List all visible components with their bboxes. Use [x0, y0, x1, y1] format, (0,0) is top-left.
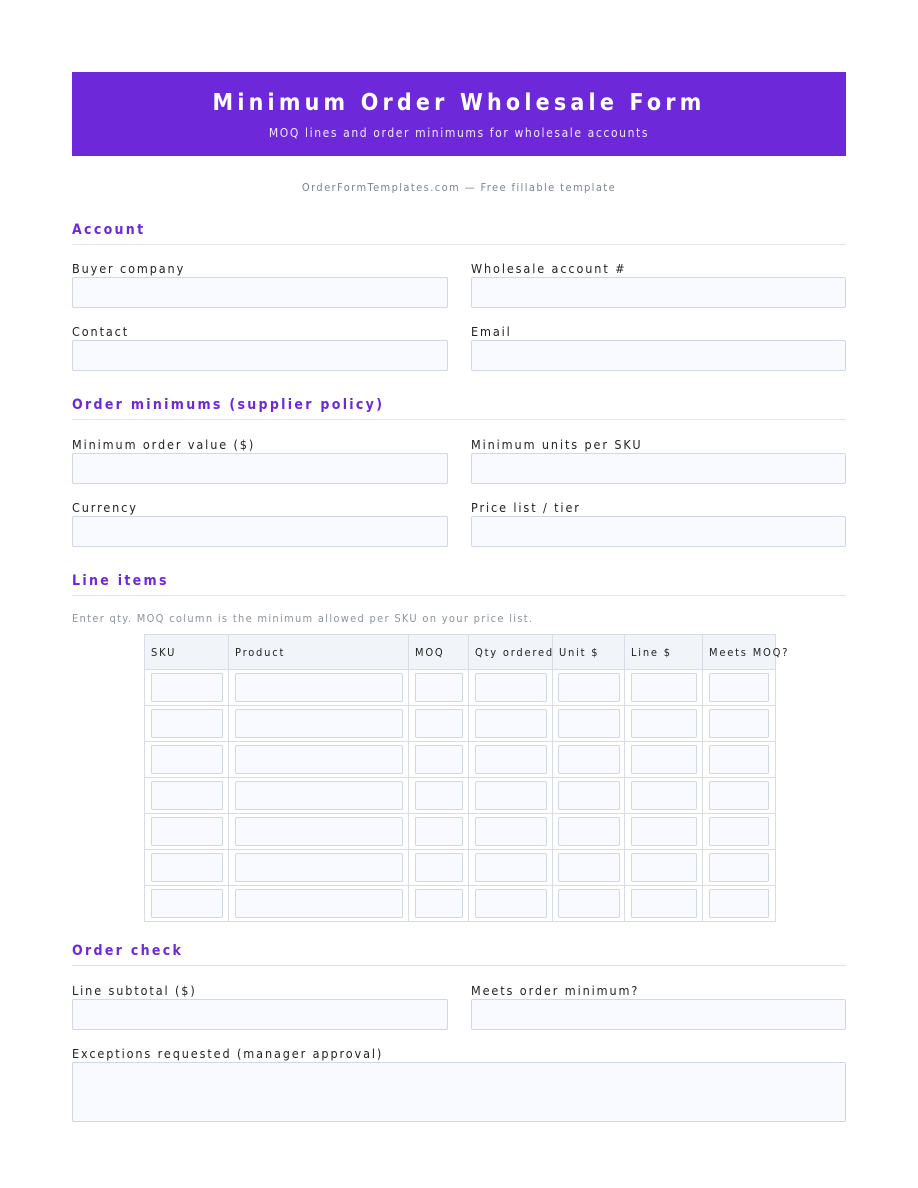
line-items-note: Enter qty. MOQ column is the minimum allowed per SKU on your price list. [72, 612, 534, 625]
table-cell-meets-moq [703, 706, 776, 742]
section-title-order-check: Order check [72, 943, 184, 959]
table-cell-qty-ordered [469, 742, 553, 778]
table-cell-product [229, 850, 409, 886]
exceptions-requested-textarea[interactable] [72, 1062, 846, 1122]
table-cell-moq [409, 706, 469, 742]
table-cell-qty-ordered [469, 886, 553, 922]
column-header-sku: SKU [145, 635, 229, 670]
section-divider [72, 244, 846, 245]
moq-input[interactable] [415, 673, 463, 702]
table-cell-product [229, 778, 409, 814]
currency-label: Currency [72, 500, 138, 515]
line-total-input[interactable] [631, 673, 697, 702]
unit-price-input[interactable] [558, 709, 620, 738]
qty-ordered-input[interactable] [475, 817, 547, 846]
table-row [145, 814, 776, 850]
meets-moq-input[interactable] [709, 745, 769, 774]
sku-input[interactable] [151, 781, 223, 810]
table-cell-sku [145, 778, 229, 814]
table-cell-moq [409, 778, 469, 814]
table-cell-product [229, 742, 409, 778]
table-cell-unit-price [553, 742, 625, 778]
table-cell-unit-price [553, 670, 625, 706]
unit-price-input[interactable] [558, 673, 620, 702]
column-header-meets-moq: Meets MOQ? [703, 635, 776, 670]
product-input[interactable] [235, 745, 403, 774]
min-units-per-sku-input[interactable] [471, 453, 846, 484]
table-cell-meets-moq [703, 886, 776, 922]
table-row [145, 886, 776, 922]
wholesale-account-label: Wholesale account # [471, 261, 627, 276]
table-cell-moq [409, 814, 469, 850]
table-row [145, 742, 776, 778]
section-divider [72, 595, 846, 596]
section-title-account: Account [72, 222, 146, 238]
line-total-input[interactable] [631, 817, 697, 846]
sku-input[interactable] [151, 673, 223, 702]
moq-input[interactable] [415, 745, 463, 774]
section-divider [72, 419, 846, 420]
table-row [145, 670, 776, 706]
table-cell-line-total [625, 670, 703, 706]
meets-moq-input[interactable] [709, 673, 769, 702]
line-total-input[interactable] [631, 889, 697, 918]
table-row [145, 706, 776, 742]
line-items-table [144, 634, 790, 922]
line-subtotal-input[interactable] [72, 999, 448, 1030]
qty-ordered-input[interactable] [475, 709, 547, 738]
column-header-unit-price: Unit $ [553, 635, 625, 670]
table-cell-unit-price [553, 778, 625, 814]
meets-moq-input[interactable] [709, 889, 769, 918]
unit-price-input[interactable] [558, 745, 620, 774]
qty-ordered-input[interactable] [475, 781, 547, 810]
moq-input[interactable] [415, 853, 463, 882]
line-total-input[interactable] [631, 709, 697, 738]
table-cell-qty-ordered [469, 670, 553, 706]
table-cell-moq [409, 742, 469, 778]
table-cell-meets-moq [703, 670, 776, 706]
table-cell-unit-price [553, 814, 625, 850]
price-list-tier-label: Price list / tier [471, 500, 581, 515]
table-cell-meets-moq [703, 814, 776, 850]
qty-ordered-input[interactable] [475, 853, 547, 882]
qty-ordered-input[interactable] [475, 889, 547, 918]
min-units-per-sku-label: Minimum units per SKU [471, 437, 643, 452]
section-divider [72, 965, 846, 966]
table-header-row [145, 635, 776, 670]
table-cell-unit-price [553, 886, 625, 922]
product-input[interactable] [235, 673, 403, 702]
table-cell-unit-price [553, 850, 625, 886]
wholesale-account-input[interactable] [471, 277, 846, 308]
table-cell-qty-ordered [469, 850, 553, 886]
min-order-value-input[interactable] [72, 453, 448, 484]
table-cell-line-total [625, 850, 703, 886]
table-cell-meets-moq [703, 742, 776, 778]
line-total-input[interactable] [631, 781, 697, 810]
table-cell-sku [145, 886, 229, 922]
table-row [145, 850, 776, 886]
line-total-input[interactable] [631, 853, 697, 882]
table-cell-meets-moq [703, 778, 776, 814]
line-total-input[interactable] [631, 745, 697, 774]
unit-price-input[interactable] [558, 889, 620, 918]
table-cell-meets-moq [703, 850, 776, 886]
table-cell-product [229, 706, 409, 742]
table-cell-product [229, 886, 409, 922]
column-header-qty-ordered: Qty ordered [469, 635, 553, 670]
buyer-company-label: Buyer company [72, 261, 186, 276]
table-cell-moq [409, 670, 469, 706]
table-cell-product [229, 670, 409, 706]
product-input[interactable] [235, 889, 403, 918]
table-cell-line-total [625, 706, 703, 742]
sku-input[interactable] [151, 745, 223, 774]
moq-input[interactable] [415, 709, 463, 738]
header-banner [72, 72, 846, 156]
buyer-company-input[interactable] [72, 277, 448, 308]
product-input[interactable] [235, 709, 403, 738]
exceptions-requested-label: Exceptions requested (manager approval) [72, 1046, 384, 1061]
unit-price-input[interactable] [558, 817, 620, 846]
meets-moq-input[interactable] [709, 781, 769, 810]
contact-input[interactable] [72, 340, 448, 371]
table-cell-line-total [625, 778, 703, 814]
product-input[interactable] [235, 853, 403, 882]
table-cell-line-total [625, 886, 703, 922]
table-cell-qty-ordered [469, 814, 553, 850]
column-header-line-total: Line $ [625, 635, 703, 670]
table-cell-moq [409, 886, 469, 922]
meets-order-minimum-input[interactable] [471, 999, 846, 1030]
section-title-line-items: Line items [72, 573, 169, 589]
table-cell-qty-ordered [469, 706, 553, 742]
sku-input[interactable] [151, 709, 223, 738]
meets-order-minimum-label: Meets order minimum? [471, 983, 640, 998]
form-title: Minimum Order Wholesale Form [212, 90, 706, 116]
source-line: OrderFormTemplates.com — Free fillable template [301, 181, 617, 194]
moq-input[interactable] [415, 781, 463, 810]
table-row [145, 778, 776, 814]
currency-input[interactable] [72, 516, 448, 547]
table-cell-line-total [625, 814, 703, 850]
column-header-moq: MOQ [409, 635, 469, 670]
table-cell-sku [145, 742, 229, 778]
table-cell-sku [145, 814, 229, 850]
product-input[interactable] [235, 781, 403, 810]
table-cell-sku [145, 706, 229, 742]
form-subtitle: MOQ lines and order minimums for wholesale accounts [268, 126, 650, 140]
table-cell-qty-ordered [469, 778, 553, 814]
moq-input[interactable] [415, 889, 463, 918]
table-cell-line-total [625, 742, 703, 778]
email-label: Email [471, 324, 512, 339]
moq-input[interactable] [415, 817, 463, 846]
email-input[interactable] [471, 340, 846, 371]
qty-ordered-input[interactable] [475, 673, 547, 702]
unit-price-input[interactable] [558, 781, 620, 810]
table-cell-unit-price [553, 706, 625, 742]
table-cell-sku [145, 850, 229, 886]
table-cell-product [229, 814, 409, 850]
meets-moq-input[interactable] [709, 817, 769, 846]
column-header-product: Product [229, 635, 409, 670]
unit-price-input[interactable] [558, 853, 620, 882]
qty-ordered-input[interactable] [475, 745, 547, 774]
section-title-order-minimums: Order minimums (supplier policy) [72, 397, 385, 413]
sku-input[interactable] [151, 853, 223, 882]
product-input[interactable] [235, 817, 403, 846]
meets-moq-input[interactable] [709, 853, 769, 882]
line-items-body [145, 670, 776, 922]
table-cell-moq [409, 850, 469, 886]
table-cell-sku [145, 670, 229, 706]
sku-input[interactable] [151, 817, 223, 846]
line-subtotal-label: Line subtotal ($) [72, 983, 197, 998]
contact-label: Contact [72, 324, 130, 339]
min-order-value-label: Minimum order value ($) [72, 437, 256, 452]
meets-moq-input[interactable] [709, 709, 769, 738]
price-list-tier-input[interactable] [471, 516, 846, 547]
sku-input[interactable] [151, 889, 223, 918]
